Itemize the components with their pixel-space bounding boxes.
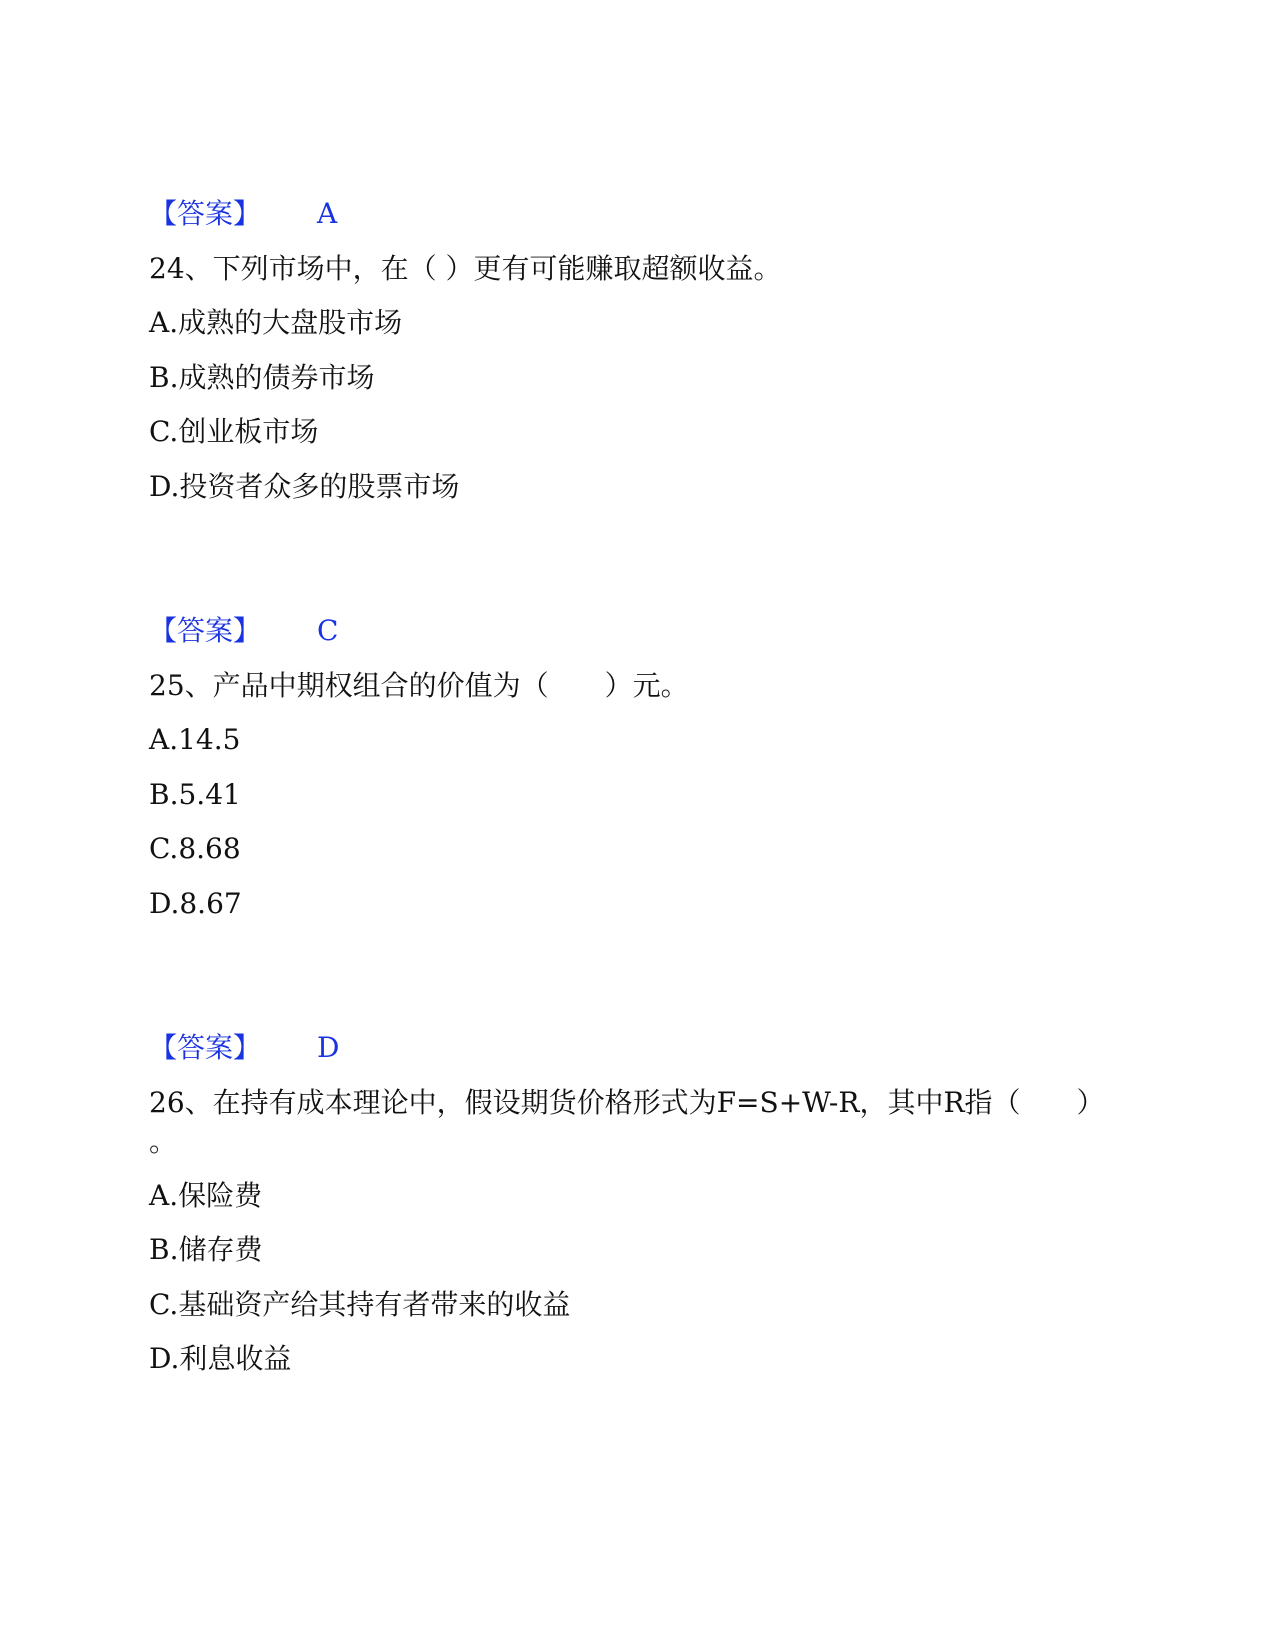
option-26-a: A.保险费: [149, 1179, 263, 1212]
question-26-continuation: 。: [149, 1125, 178, 1158]
option-25-d: D.8.67: [149, 887, 242, 920]
answer-label: 【答案】: [149, 197, 262, 230]
question-26: 26、在持有成本理论中，假设期货价格形式为F=S+W-R，其中R指（ ）: [149, 1086, 1105, 1119]
answer-line-24: [149, 613, 338, 649]
question-25: 25、产品中期权组合的价值为（ ）元。: [149, 669, 689, 702]
option-25-b: B.5.41: [149, 778, 241, 811]
answer-value: C: [317, 614, 339, 647]
option-25-c: C.8.68: [149, 832, 241, 865]
option-25-a: A.14.5: [149, 723, 241, 756]
answer-label: 【答案】: [149, 1031, 262, 1064]
answer-line-25: [149, 1030, 339, 1066]
option-24-b: B.成熟的债券市场: [149, 361, 375, 394]
option-24-a: A.成熟的大盘股市场: [149, 306, 403, 339]
answer-line-23: [149, 196, 337, 232]
option-24-c: C.创业板市场: [149, 415, 319, 448]
question-24: 24、下列市场中，在（ ）更有可能赚取超额收益。: [149, 252, 782, 285]
answer-label: 【答案】: [149, 614, 262, 647]
option-24-d: D.投资者众多的股票市场: [149, 470, 460, 503]
option-26-c: C.基础资产给其持有者带来的收益: [149, 1288, 571, 1321]
answer-value: A: [317, 197, 338, 230]
option-26-b: B.储存费: [149, 1233, 263, 1266]
answer-value: D: [317, 1031, 340, 1064]
option-26-d: D.利息收益: [149, 1342, 292, 1375]
